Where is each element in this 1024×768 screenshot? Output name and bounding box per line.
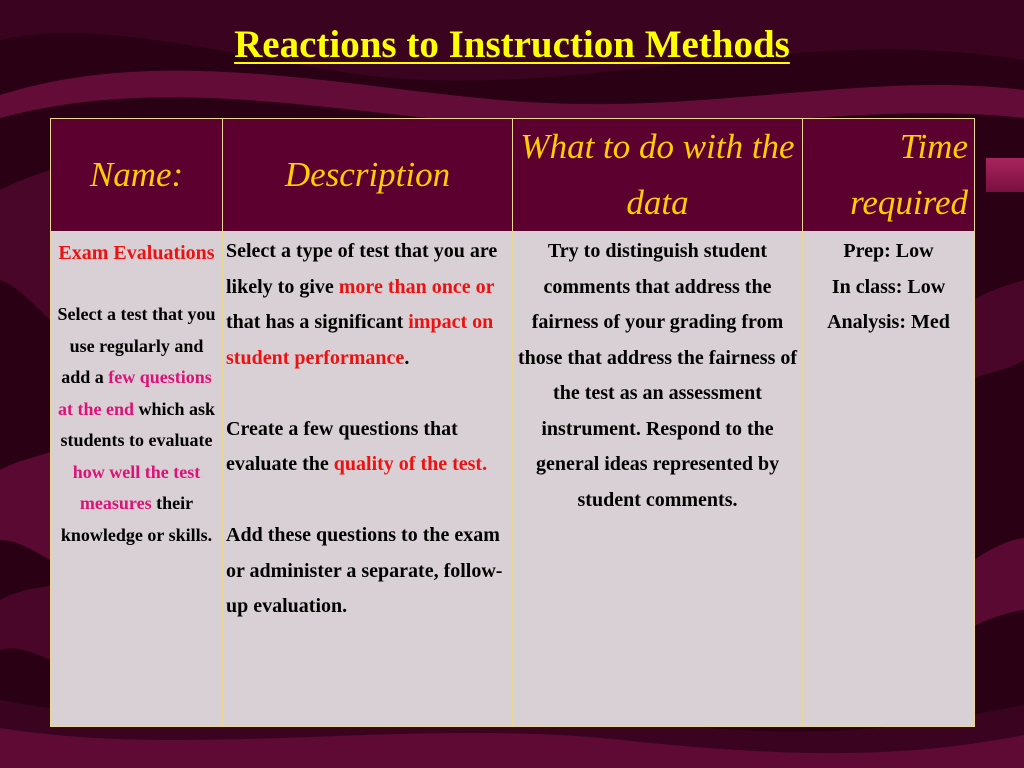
table-header-row	[51, 119, 975, 232]
decorative-tab	[986, 158, 1024, 192]
desc-text-1: Select a type of test that you are likely to give	[226, 240, 498, 298]
summary-text-2: which ask students to evaluate	[60, 398, 216, 450]
desc-highlight-2: impact on student performance	[226, 311, 494, 369]
desc-text-4: Create a few questions that evaluate the	[226, 417, 458, 475]
desc-highlight-1: more than once or	[338, 275, 495, 298]
cell-time-required	[803, 232, 975, 727]
header-description: Description	[223, 119, 513, 232]
table-row	[51, 232, 975, 727]
time-analysis: Analysis: Med	[827, 311, 950, 333]
time-prep: Prep: Low	[843, 240, 934, 262]
header-time-required: Time required	[803, 119, 975, 232]
desc-text-2: that has a significant	[226, 311, 409, 333]
methods-table	[50, 118, 975, 727]
desc-highlight-3: quality of the test.	[333, 453, 488, 475]
cell-description	[223, 232, 513, 727]
description-paragraph-2	[226, 412, 510, 483]
cell-name	[51, 232, 223, 727]
description-paragraph-1	[226, 234, 510, 376]
summary-highlight-2: how well the test measures	[72, 461, 201, 513]
method-name: Exam Evaluations	[58, 242, 215, 264]
header-name: Name:	[51, 119, 223, 232]
summary-highlight-1: few questions at the end	[57, 367, 212, 419]
summary-text-1: Select a test that you use regularly and add a	[57, 304, 216, 387]
summary-text-3: their knowledge or skills.	[60, 493, 213, 545]
header-what-to-do: What to do with the data	[513, 119, 803, 232]
method-summary	[53, 299, 220, 551]
desc-text-3: .	[404, 346, 410, 369]
time-in-class: In class: Low	[831, 275, 946, 298]
cell-what-to-do: Try to distinguish student comments that address the fairness of your grading from those that address the fairness of the test as an assessment instrument. Respond to the general ideas represented by student comments.	[513, 232, 803, 727]
slide-title: Reactions to Instruction Methods	[234, 23, 790, 66]
description-paragraph-3: Add these questions to the exam or administer a separate, follow-up evaluation.	[226, 524, 503, 617]
